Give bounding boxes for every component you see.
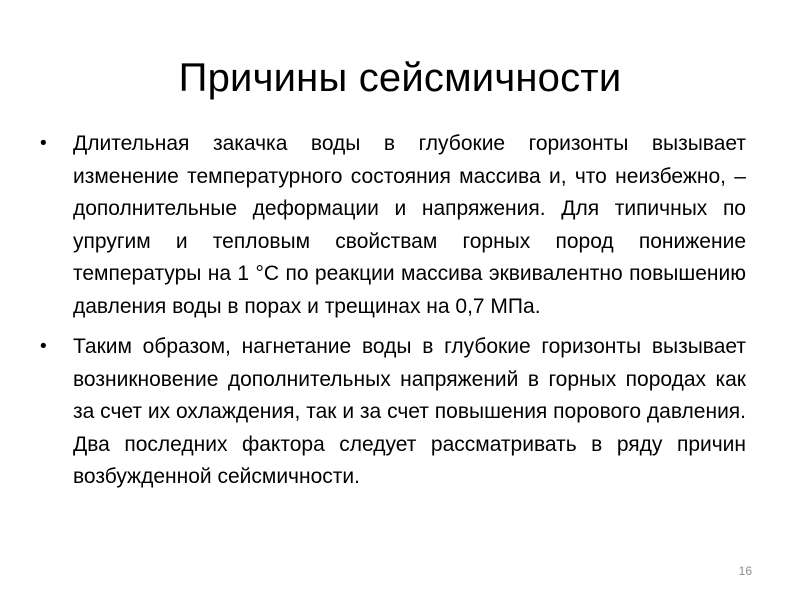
- bullet-item: [40, 331, 746, 494]
- bullet-item: [40, 128, 746, 323]
- slide-title: Причины сейсмичности: [178, 56, 622, 100]
- bullet-marker: •: [40, 336, 47, 357]
- bullet-marker: •: [40, 133, 47, 154]
- bullet-text: Таким образом, нагнетание воды в глубокие горизонты вызывает возникновение дополнительных напряжений в горных породах как за счет их охлаждения, так и за счет повышения порового давления. Два последних фактора следует рассматривать в ряду причин возбужденной сейсмичности.: [73, 335, 746, 488]
- bullet-list: [40, 128, 746, 502]
- bullet-text: Длительная закачка воды в глубокие горизонты вызывает изменение температурного состояния массива и, что неизбежно, – дополнительные деформации и напряжения. Для типичных по упругим и тепловым свойствам горных пород понижение температуры на 1 °С по реакции массива эквивалентно повышению давления воды в порах и трещинах на 0,7 МПа.: [73, 132, 746, 318]
- page-number: 16: [738, 564, 752, 578]
